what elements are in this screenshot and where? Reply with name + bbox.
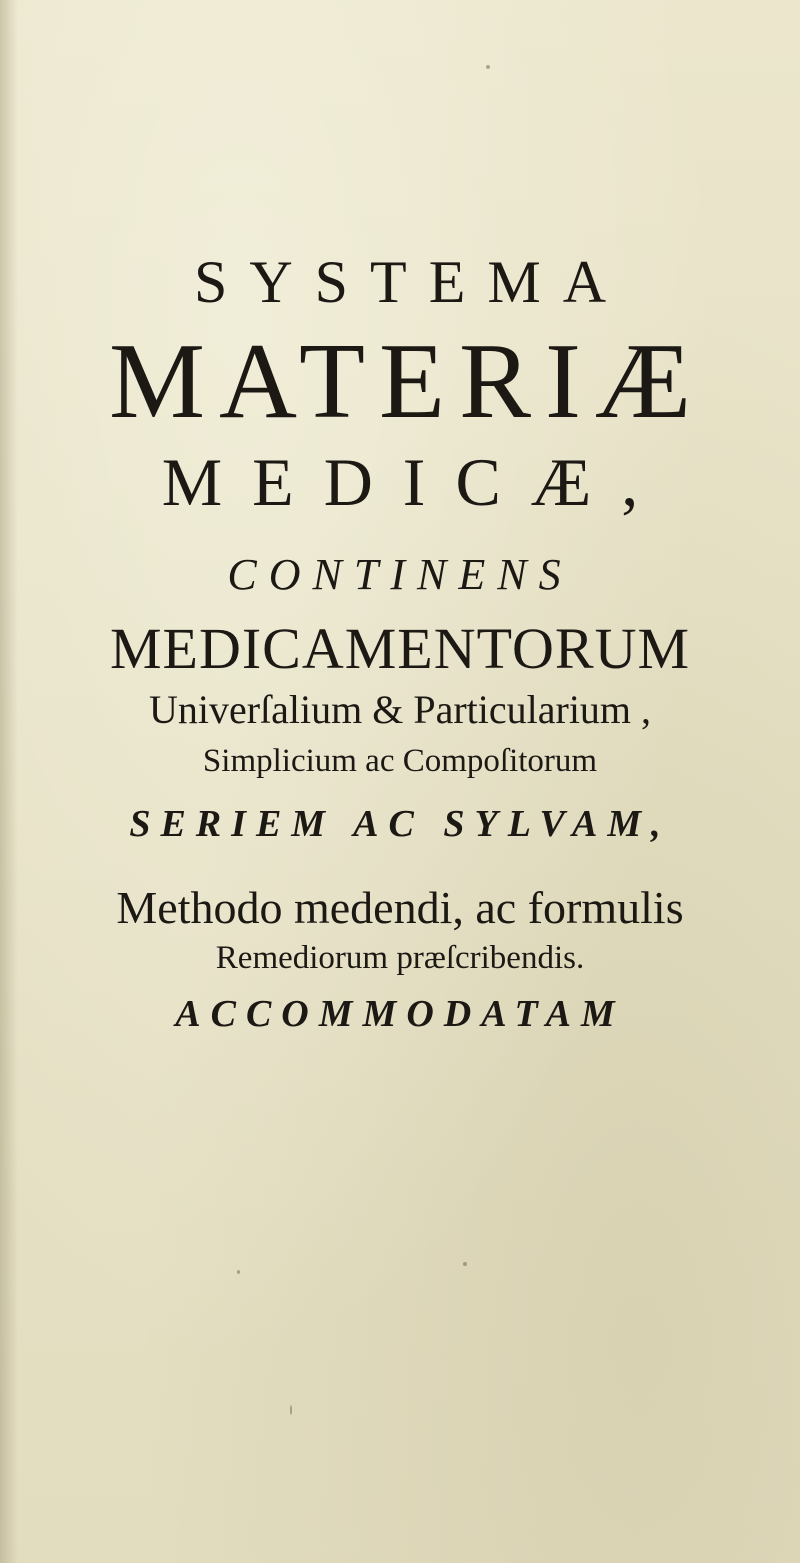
subtitle-medicamentorum: MEDICAMENTORUM (109, 616, 691, 681)
subtitle-remediorum: Remediorum præſcribendis. (215, 940, 585, 976)
subtitle-continens: CONTINENS (227, 550, 573, 599)
paper-speck (463, 1262, 467, 1266)
subtitle-simplicium: Simplicium ac Compoſitorum (202, 743, 598, 779)
paper-speck (290, 1405, 292, 1415)
subtitle-seriem: SERIEM AC SYLVAM, (129, 803, 671, 845)
subtitle-accommodatam: ACCOMMODATAM (175, 993, 625, 1035)
title-materiae: MATERIÆ (108, 322, 706, 441)
page-fold-shadow (0, 0, 18, 1563)
paper-speck (237, 1270, 240, 1274)
paper-speck (486, 65, 490, 69)
title-medicae: MEDICÆ, (161, 444, 669, 520)
subtitle-universalium: Univerſalium & Particularium , (148, 687, 652, 732)
title-systema: SYSTEMA (193, 249, 629, 315)
subtitle-methodo: Methodo medendi, ac formulis (116, 882, 684, 933)
